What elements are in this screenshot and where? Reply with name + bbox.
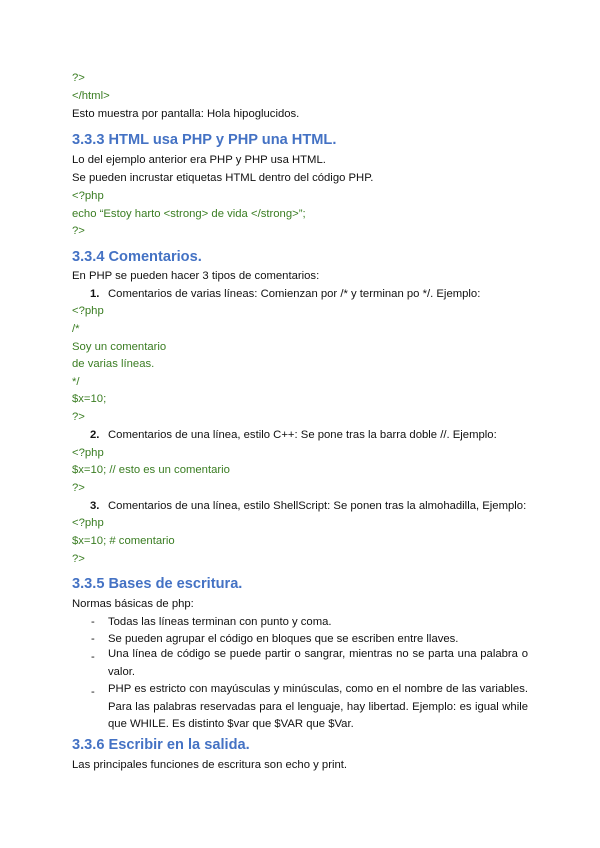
code-line: ?> [72,225,85,237]
list-number: 2. [90,429,100,441]
bullet-marker: - [91,616,95,628]
list-item-text: Comentarios de varias líneas: Comienzan por /* y terminan po */. Ejemplo: [108,288,481,300]
list-number: 3. [90,500,100,512]
code-line: echo “Estoy harto <strong> de vida </strong>”; [72,208,306,220]
code-line: $x=10; # comentario [72,535,175,547]
list-item-text: Comentarios de una línea, estilo ShellScript: Se ponen tras la almohadilla, Ejemplo: [108,500,527,512]
list-number: 1. [90,288,100,300]
code-line: <?php [72,305,104,317]
code-line-html-close: </html> [72,90,110,102]
paragraph: Las principales funciones de escritura son echo y print. [72,759,348,771]
heading-3-3-6: 3.3.6 Escribir en la salida. [72,737,250,753]
code-line: de varias líneas. [72,358,155,370]
code-line-php-close: ?> [72,72,85,84]
code-line: /* [72,323,80,335]
code-line: ?> [72,482,85,494]
bullet-marker: - [91,686,95,698]
code-line: <?php [72,190,104,202]
paragraph: Lo del ejemplo anterior era PHP y PHP usa HTML. [72,154,326,166]
code-line: <?php [72,517,104,529]
bullet-item: Todas las líneas terminan con punto y coma. [108,616,332,628]
bullet-marker: - [91,633,95,645]
code-line: */ [72,376,80,388]
code-line: ?> [72,553,85,565]
paragraph: Se pueden incrustar etiquetas HTML dentro del código PHP. [72,172,374,184]
code-line: Soy un comentario [72,341,167,353]
bullet-item: Una línea de código se puede partir o sangrar, mientras no se parta una palabra o valor. [108,648,528,678]
list-item-text: Comentarios de una línea, estilo C++: Se pone tras la barra doble //. Ejemplo: [108,429,497,441]
paragraph: Normas básicas de php: [72,598,194,610]
paragraph: En PHP se pueden hacer 3 tipos de comentarios: [72,270,320,282]
heading-3-3-3: 3.3.3 HTML usa PHP y PHP una HTML. [72,132,337,148]
bullet-item: Se pueden agrupar el código en bloques que se escriben entre llaves. [108,633,459,645]
heading-3-3-5: 3.3.5 Bases de escritura. [72,576,243,592]
code-line: <?php [72,447,104,459]
code-line: ?> [72,411,85,423]
code-line: $x=10; // esto es un comentario [72,464,230,476]
output-text: Esto muestra por pantalla: Hola hipoglucidos. [72,108,300,120]
code-line: $x=10; [72,393,107,405]
bullet-marker: - [91,651,95,663]
bullet-item: PHP es estricto con mayúsculas y minúsculas, como en el nombre de las variables. Para las palabras reservadas para el lenguaje, hay libertad. Ejemplo: es igual while que WHILE. Es distinto $var que $VAR que $Var. [108,683,528,731]
heading-3-3-4: 3.3.4 Comentarios. [72,249,202,265]
